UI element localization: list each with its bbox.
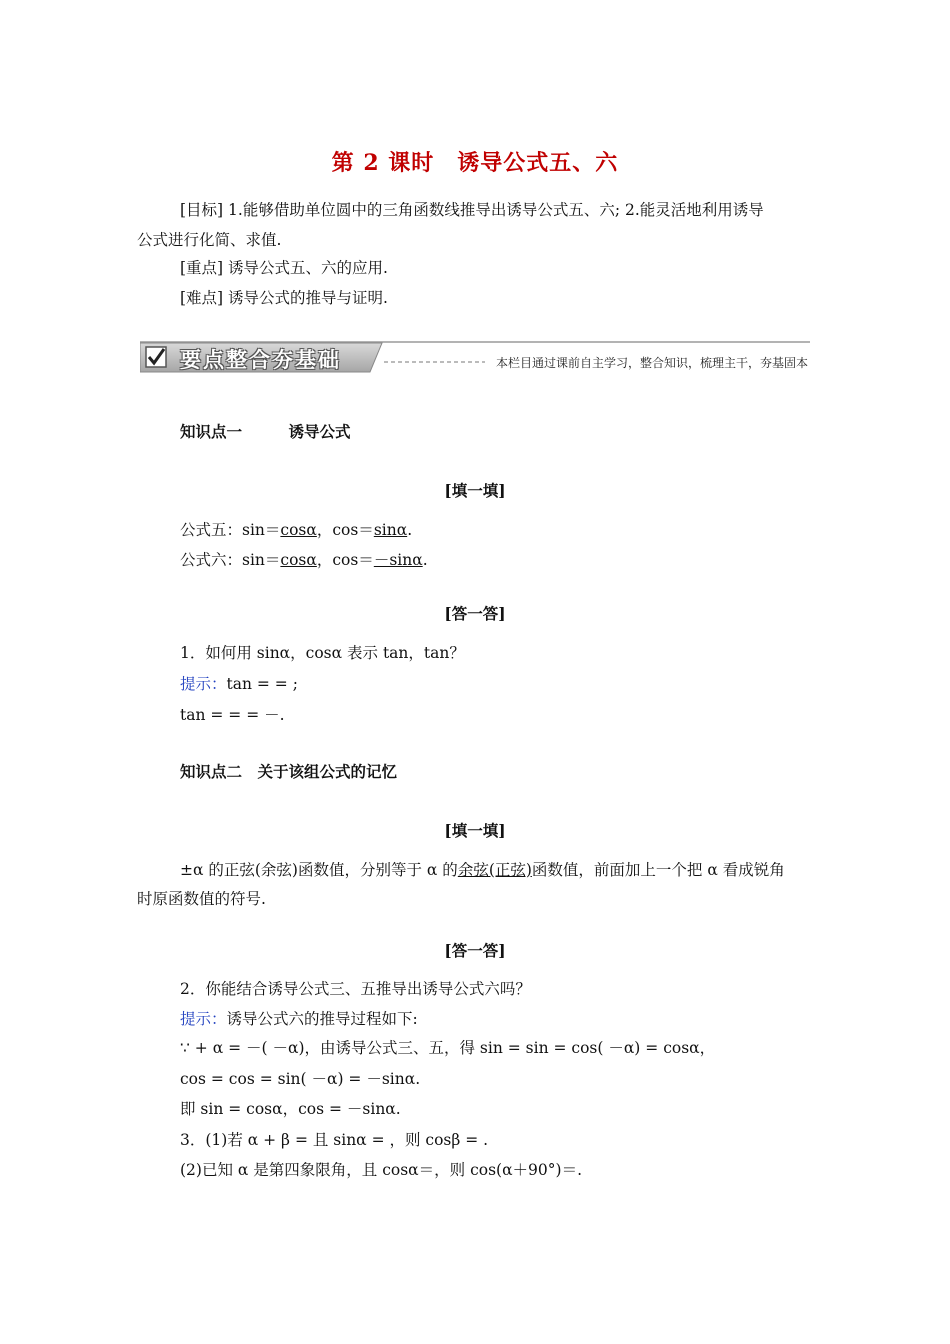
- section-banner: [140, 340, 810, 374]
- banner-note: 本栏目通过课前自主学习，整合知识，梳理主干，夯基固本: [495, 356, 808, 370]
- fill-label-2: [填一填]: [444, 821, 506, 840]
- formula-five-answer-2: sinα: [373, 521, 408, 539]
- fill-label-1: [填一填]: [444, 481, 506, 500]
- question-2: 2．你能结合诱导公式三、五推导出诱导公式六吗？: [180, 980, 531, 998]
- key-point-line: [180, 257, 388, 279]
- hint-2-text: 诱导公式六的推导过程如下:: [226, 1010, 418, 1028]
- difficulty-tag: [难点]: [180, 289, 224, 307]
- goal-tag: [目标]: [180, 201, 224, 219]
- hint-1-text: tan = = ;: [226, 675, 298, 693]
- hint-1-line-2: tan = = = －.: [180, 706, 285, 724]
- formula-six-end: .: [422, 551, 428, 569]
- formula-six: [180, 549, 428, 571]
- question-3-part-1: 3．(1)若 α + β = 且 sinα = ，则 cosβ = .: [180, 1131, 489, 1149]
- memory-rule-line-2: 时原函数值的符号.: [137, 890, 266, 908]
- question-1: 1．如何用 sinα，cosα 表示 tan，tan？: [180, 644, 465, 662]
- goal-line-1: [180, 199, 764, 221]
- banner-title: 要点整合夯基础: [180, 348, 341, 372]
- key-text: 诱导公式五、六的应用.: [223, 259, 388, 277]
- ask-label-1: [答一答]: [444, 604, 506, 623]
- formula-six-answer-1: cosα: [280, 551, 317, 569]
- difficulty-text: 诱导公式的推导与证明.: [223, 289, 388, 307]
- derivation-line-1: ∵ + α = －( －α)，由诱导公式三、五，得 sin = sin = cos( －α) = cosα，: [180, 1039, 716, 1057]
- page-title: 第 2 课时 诱导公式五、六: [331, 150, 619, 176]
- ask-label-2: [答一答]: [444, 941, 506, 960]
- memory-rule-answer: 余弦(正弦): [457, 861, 532, 879]
- key-tag: [重点]: [180, 259, 224, 277]
- formula-six-mid: ，cos＝: [316, 551, 374, 569]
- memory-rule-a: ±α 的正弦(余弦)函数值，分别等于 α 的: [180, 861, 458, 879]
- formula-five-end: .: [407, 521, 413, 539]
- difficulty-line: [180, 287, 388, 309]
- formula-six-prefix: 公式六：sin＝: [180, 551, 281, 569]
- hint-2-label: 提示：: [180, 1010, 227, 1028]
- formula-five-prefix: 公式五：sin＝: [180, 521, 281, 539]
- derivation-line-3: 即 sin = cosα，cos = －sinα.: [180, 1100, 401, 1118]
- goal-text-1: 1.能够借助单位圆中的三角函数线推导出诱导公式五、六; 2.能灵活地利用诱导: [223, 201, 764, 219]
- hint-1-line: [180, 673, 298, 695]
- knowledge-point-1-heading: 知识点一 诱导公式: [180, 422, 351, 441]
- formula-five: [180, 519, 412, 541]
- question-3-part-2: (2)已知 α 是第四象限角，且 cosα＝，则 cos(α＋90°)＝.: [180, 1161, 582, 1179]
- formula-five-answer-1: cosα: [280, 521, 317, 539]
- knowledge-point-2-heading: 知识点二 关于该组公式的记忆: [180, 762, 398, 781]
- formula-five-mid: ，cos＝: [316, 521, 374, 539]
- derivation-line-2: cos = cos = sin( －α) = －sinα.: [180, 1070, 421, 1088]
- formula-six-answer-2: －sinα: [373, 551, 423, 569]
- goal-line-2: 公式进行化简、求值.: [137, 231, 282, 249]
- hint-2-line: [180, 1008, 418, 1030]
- hint-1-label: 提示：: [180, 675, 227, 693]
- memory-rule-line-1: [180, 859, 785, 881]
- memory-rule-b: 函数值，前面加上一个把 α 看成锐角: [531, 861, 785, 879]
